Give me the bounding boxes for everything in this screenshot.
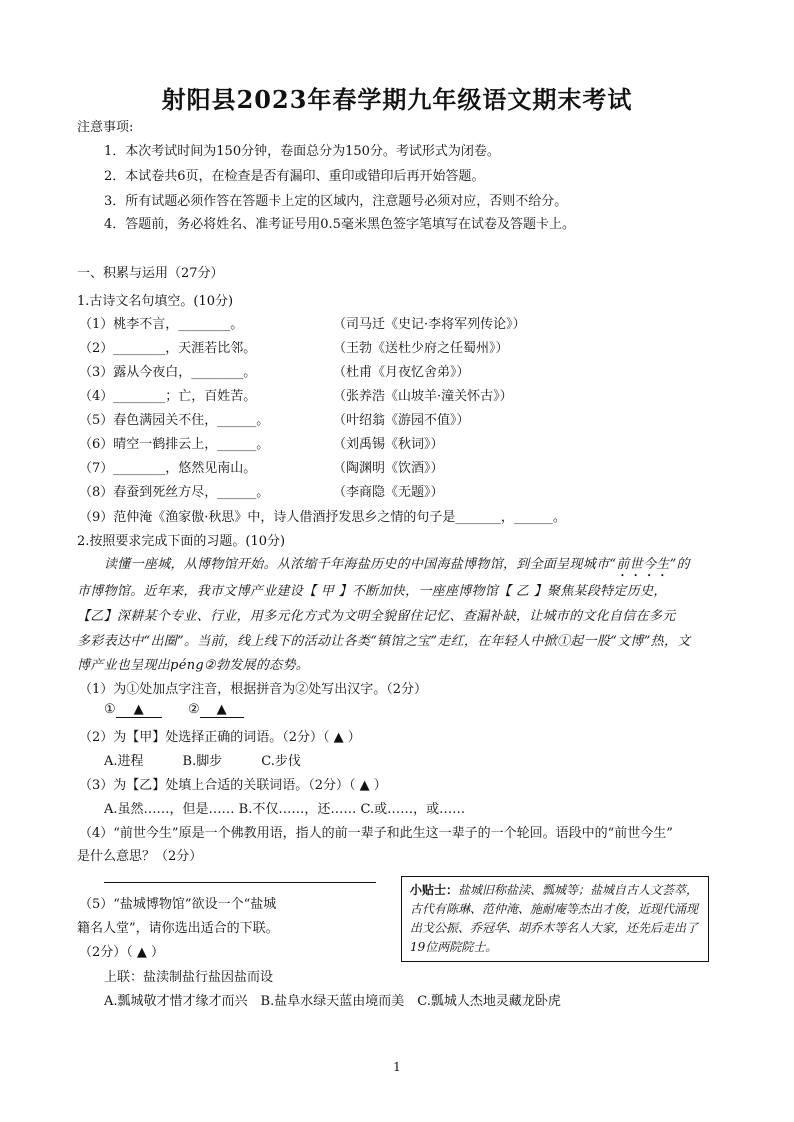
sub-question: （5）“盐城博物馆”欲设一个“盐城: [79, 897, 277, 912]
passage-line: 读懂一座城，从博物馆开始。从浓缩千年海盐历史的中国海盐博物馆，到全面呈现城市“前世今生”的: [104, 557, 690, 572]
poem-source: （司马迁《史记·李将军列传论》）: [333, 317, 526, 332]
poem-source: （陶渊明《饮酒》）: [333, 461, 444, 476]
poem-blank-line: （1）桃李不言，________。: [79, 317, 244, 332]
sub-question: 籍名人堂”，请你选出适合的下联。: [77, 921, 279, 936]
passage-line: 市博物馆。近年来，我市文博产业建设【 甲 】不断加快，一座座博物馆【 乙 】聚焦某段特定历史，: [77, 584, 667, 599]
poem-source: （叶绍翁《游园不值》）: [333, 413, 470, 428]
options: A.瓢城敬才惜才缘才而兴 B.盐阜水绿天蓝由境而美 C.瓢城人杰地灵藏龙卧虎: [104, 994, 561, 1009]
poem-source: （李商隐《无题》）: [333, 485, 444, 500]
notice-item: 3．所有试题必须作答在答题卡上定的区域内，注意题号必须对应，否则不给分。: [104, 194, 568, 209]
answer-marker: ▲: [216, 702, 227, 717]
answer-line: [104, 882, 376, 883]
answer-label: ②: [187, 702, 200, 717]
notice-item: 1．本次考试时间为150分钟，卷面总分为150分。考试形式为闭卷。: [104, 144, 500, 159]
options: A.进程 B.脚步 C.步伐: [104, 754, 301, 769]
poem-source: （刘禹锡《秋词》）: [333, 437, 444, 452]
poem-blank-line: （5）春色满园关不住，______。: [79, 413, 270, 428]
page-number: 1: [393, 1060, 401, 1074]
passage-line: 【乙】深耕某个专业、行业，用多元化方式为文明全貌留住记忆、查漏补缺，让城市的文化自信在多元: [77, 609, 676, 624]
poem-blank-line: （9）范仲淹《渔家傲·秋思》中，诗人借酒抒发思乡之情的句子是_______，______。: [79, 510, 566, 525]
passage-line: 博产业也呈现出péng②勃发展的态势。: [77, 658, 310, 673]
poem-source: （杜甫《月夜忆舍弟》）: [333, 365, 470, 380]
poem-blank-line: （7）________，悠然见南山。: [79, 461, 257, 476]
notice-item: 2．本试卷共6页，在检查是否有漏印、重印或错印后再开始答题。: [104, 169, 485, 184]
poem-blank-line: （4）________；亡，百姓苦。: [79, 389, 257, 404]
poem-blank-line: （6）晴空一鹤排云上，______。: [79, 437, 270, 452]
sub-question: 是什么意思？（2分）: [77, 849, 203, 864]
poem-blank-line: （8）春蚕到死丝方尽，______。: [79, 485, 270, 500]
poem-blank-line: （3）露从今夜白，________。: [79, 365, 257, 380]
answer-marker: ▲: [133, 702, 144, 717]
poem-source: （王勃《送杜少府之任蜀州》）: [333, 341, 509, 356]
tips-text: 盐城旧称盐渎、瓢城等；盐城自古人文荟萃，古代有陈琳、范仲淹、施耐庵等杰出才俊，近现代涌现出戈公振、乔冠华、胡乔木等名人大家，还先后走出了19位两院院士。: [410, 883, 699, 954]
page-title: 射阳县2023年春学期九年级语文期末考试: [161, 85, 633, 114]
answer-label: ①: [104, 702, 116, 717]
sub-question: （4）“前世今生”原是一个佛教用语，指人的前一辈子和此生这一辈子的一个轮回。语段中的“前世今生”: [79, 826, 673, 841]
sub-question: （3）为【乙】处填上合适的关联词语。（2分）（ ▲ ）: [79, 778, 387, 793]
sub-question: （1）为①处加点字注音，根据拼音为②处写出汉字。（2分）: [79, 682, 428, 697]
tips-label: 小贴士：: [410, 883, 459, 897]
notice-item: 4．答题前，务必将姓名、准考证号用0.5毫米黑色签字笔填写在试卷及答题卡上。: [104, 217, 575, 232]
poem-source: （张养浩《山坡羊·潼关怀古》）: [333, 389, 513, 404]
section-heading: 一、积累与运用（27分）: [77, 266, 224, 281]
answer-slots: [104, 702, 244, 718]
poem-blank-line: （2）________，天涯若比邻。: [79, 341, 257, 356]
notice-heading: 注意事项:: [77, 120, 134, 135]
question-heading: 2.按照要求完成下面的习题。(10分): [77, 534, 286, 549]
tips-box: [401, 876, 709, 962]
options: A.虽然……，但是…… B.不仅……，还…… C.或……，或……: [104, 802, 466, 817]
upper-couplet: 上联：盐渎制盐行盐因盐而设: [104, 970, 274, 985]
passage-line: 多彩表达中“出圈”。当前，线上线下的活动让各类“镇馆之宝”走红，在年轻人中掀①起一股“文博”热，文: [77, 634, 691, 649]
question-heading: 1.古诗文名句填空。(10分): [77, 294, 234, 309]
sub-question: （2）为【甲】处选择正确的词语。（2分）（ ▲ ）: [79, 730, 361, 745]
sub-question: （2分）（ ▲ ）: [79, 945, 165, 960]
